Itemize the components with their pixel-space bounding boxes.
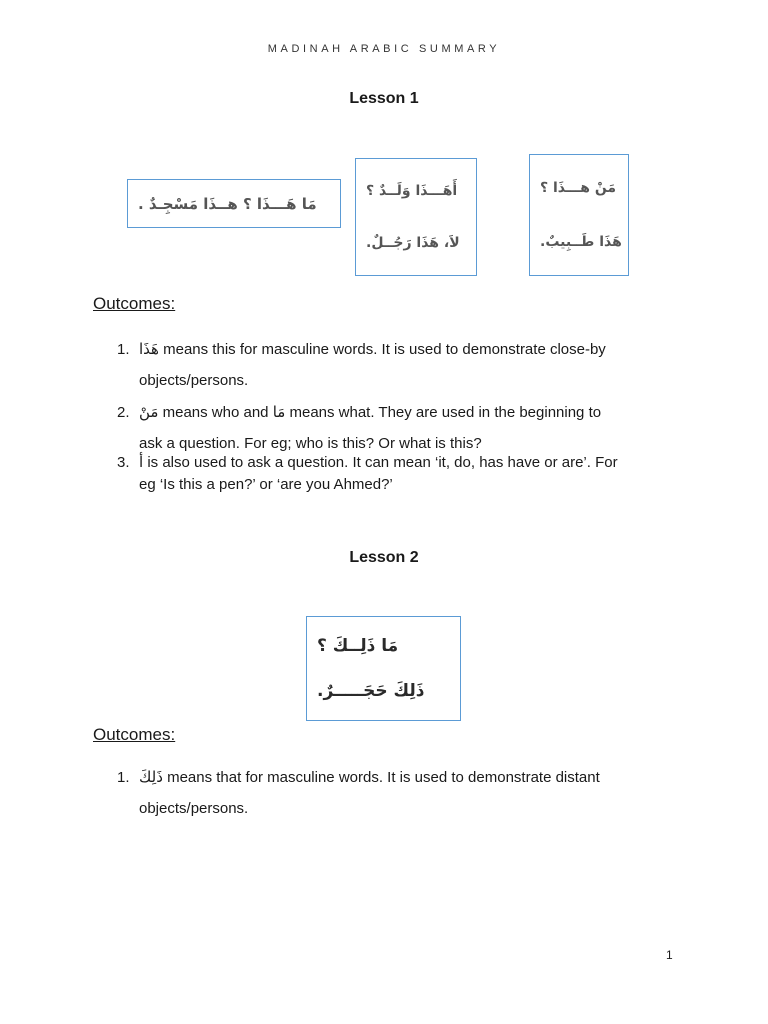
running-header: MADINAH ARABIC SUMMARY (267, 43, 501, 55)
outcome-number: 1. (117, 769, 130, 786)
arabic-box-walad (355, 158, 477, 276)
outcome-item (117, 762, 687, 824)
outcome-number: 2. (117, 404, 130, 421)
arabic-box-line: مَا ذَلِــكَ ؟ (317, 635, 399, 656)
arabic-term: مَنْ (139, 403, 159, 421)
lesson-2-title: Lesson 2 (349, 549, 419, 566)
outcome-text-continued: eg ‘Is this a pen?’ or ‘are you Ahmed?’ (139, 476, 393, 493)
outcome-text: means what. They are used in the beginning to (285, 404, 602, 421)
arabic-box-line: مَا هَـــذَا ؟ هــذَا مَسْجِـدٌ . (138, 194, 317, 213)
outcomes-heading-lesson-2: Outcomes: (93, 725, 176, 744)
arabic-box-line: مَنْ هـــذَا ؟ (540, 180, 617, 196)
outcome-line (117, 762, 687, 793)
arabic-box-tabib (529, 154, 629, 276)
arabic-box-hajar (306, 616, 461, 721)
lesson-1-title: Lesson 1 (349, 90, 419, 107)
arabic-term: مَا (272, 403, 286, 421)
outcome-text-continued: objects/persons. (139, 800, 249, 817)
outcomes-heading-lesson-1: Outcomes: (93, 294, 176, 313)
outcome-line (117, 397, 687, 428)
outcome-text: means this for masculine words. It is used to demonstrate close-by (158, 341, 606, 358)
arabic-term: ذَلِكَ (139, 768, 163, 786)
outcome-item (117, 451, 687, 496)
arabic-term: أ (139, 453, 144, 471)
outcome-item (117, 334, 687, 396)
outcome-item (117, 397, 687, 459)
outcome-number: 1. (117, 341, 130, 358)
outcome-text: is also used to ask a question. It can mean ‘it, do, has have or are’. For (143, 454, 618, 471)
arabic-box-line: ذَلِكَ حَجَـــــرٌ. (317, 681, 425, 702)
outcome-line (117, 334, 687, 365)
outcome-text-continued: objects/persons. (139, 372, 249, 389)
arabic-box-masjid (127, 179, 341, 228)
outcome-line (117, 451, 687, 474)
outcome-text: means that for masculine words. It is used to demonstrate distant (162, 769, 600, 786)
arabic-term: هَذَا (139, 340, 159, 358)
arabic-box-line: أَهَـــذَا وَلَــدٌ ؟ (366, 183, 458, 199)
outcome-text-continued: ask a question. For eg; who is this? Or what is this? (139, 435, 482, 452)
arabic-box-line: هَذَا طَــبِيبٌ. (540, 234, 622, 250)
page-number: 1 (666, 948, 673, 962)
outcome-number: 3. (117, 454, 130, 471)
arabic-box-line: لاَ، هَذَا رَجُــلٌ. (366, 235, 460, 251)
outcome-text: means who and (158, 404, 273, 421)
